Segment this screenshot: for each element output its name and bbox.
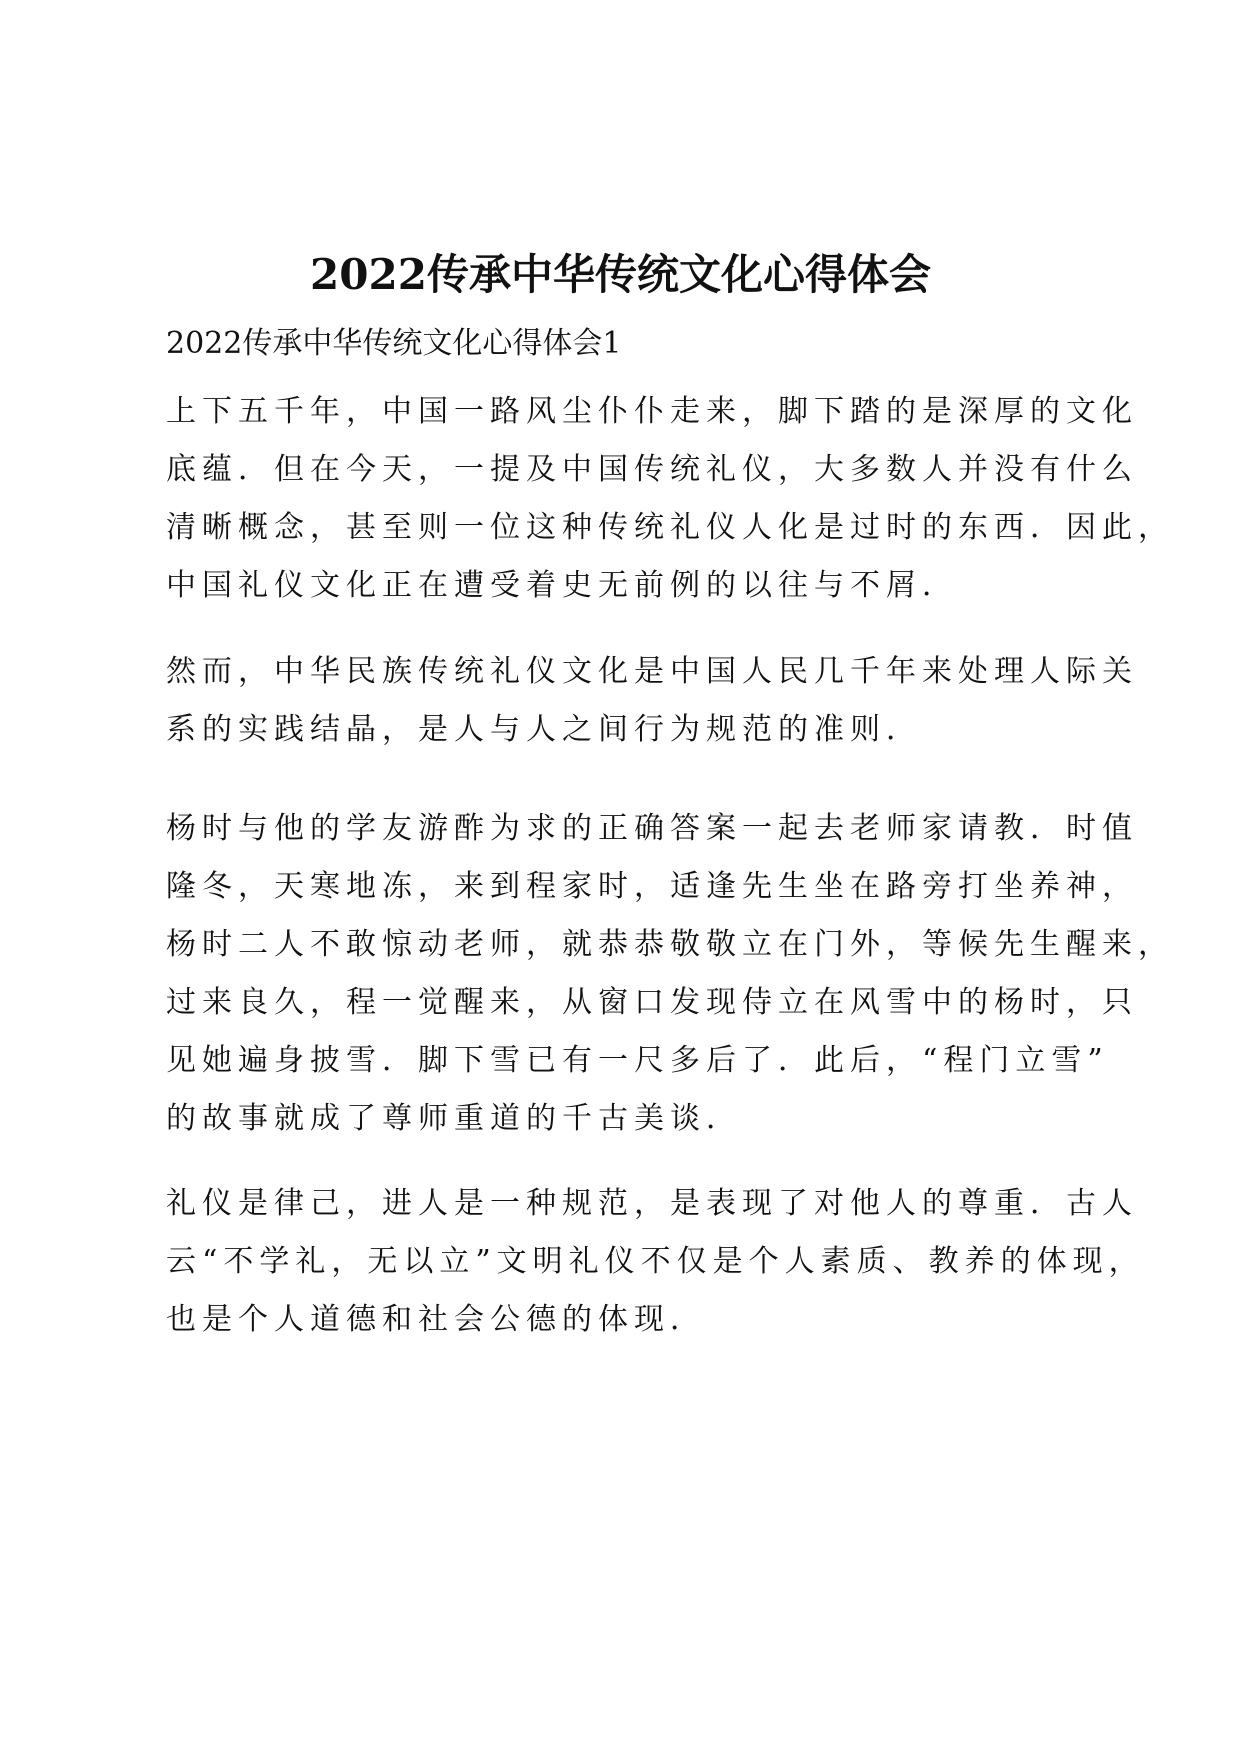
paragraph-line: 也是个人道德和社会公德的体现． xyxy=(166,1302,706,1337)
paragraph-line: 云“不学礼，无以立”文明礼仪不仅是个人素质、教养的体现， xyxy=(166,1244,1145,1279)
paragraph-line: 清晰概念，甚至则一位这种传统礼仪人化是过时的东西．因此， xyxy=(166,510,1174,545)
paragraph-line: 的故事就成了尊师重道的千古美谈． xyxy=(166,1101,742,1136)
paragraph-line: 中国礼仪文化正在遭受着史无前例的以往与不屑． xyxy=(166,568,958,603)
paragraph-line: 杨时与他的学友游酢为求的正确答案一起去老师家请教．时值 xyxy=(166,811,1138,846)
paragraph-line: 礼仪是律己，进人是一种规范，是表现了对他人的尊重．古人 xyxy=(166,1186,1138,1221)
paragraph-line: 上下五千年，中国一路风尘仆仆走来，脚下踏的是深厚的文化 xyxy=(166,394,1138,429)
paragraph-3 xyxy=(166,800,1174,1148)
paragraph-line: 隆冬，天寒地冻，来到程家时，适逢先生坐在路旁打坐养神， xyxy=(166,869,1138,904)
section-heading: 2022传承中华传统文化心得体会1 xyxy=(166,326,622,361)
paragraph-line: 系的实践结晶，是人与人之间行为规范的准则． xyxy=(166,712,922,747)
paragraph-line: 杨时二人不敢惊动老师，就恭恭敬敬立在门外，等候先生醒来， xyxy=(166,927,1174,962)
paragraph-line: 底蕴．但在今天，一提及中国传统礼仪，大多数人并没有什么 xyxy=(166,452,1138,487)
document-title: 2022传承中华传统文化心得体会 xyxy=(310,250,931,299)
paragraph-1 xyxy=(166,383,1174,615)
paragraph-line: 见她遍身披雪．脚下雪已有一尺多后了．此后，“程门立雪” xyxy=(166,1043,1109,1078)
paragraph-line: 然而，中华民族传统礼仪文化是中国人民几千年来处理人际关 xyxy=(166,654,1138,689)
paragraph-line: 过来良久，程一觉醒来，从窗口发现侍立在风雪中的杨时，只 xyxy=(166,985,1138,1020)
paragraph-4 xyxy=(166,1175,1145,1349)
paragraph-2 xyxy=(166,643,1138,759)
